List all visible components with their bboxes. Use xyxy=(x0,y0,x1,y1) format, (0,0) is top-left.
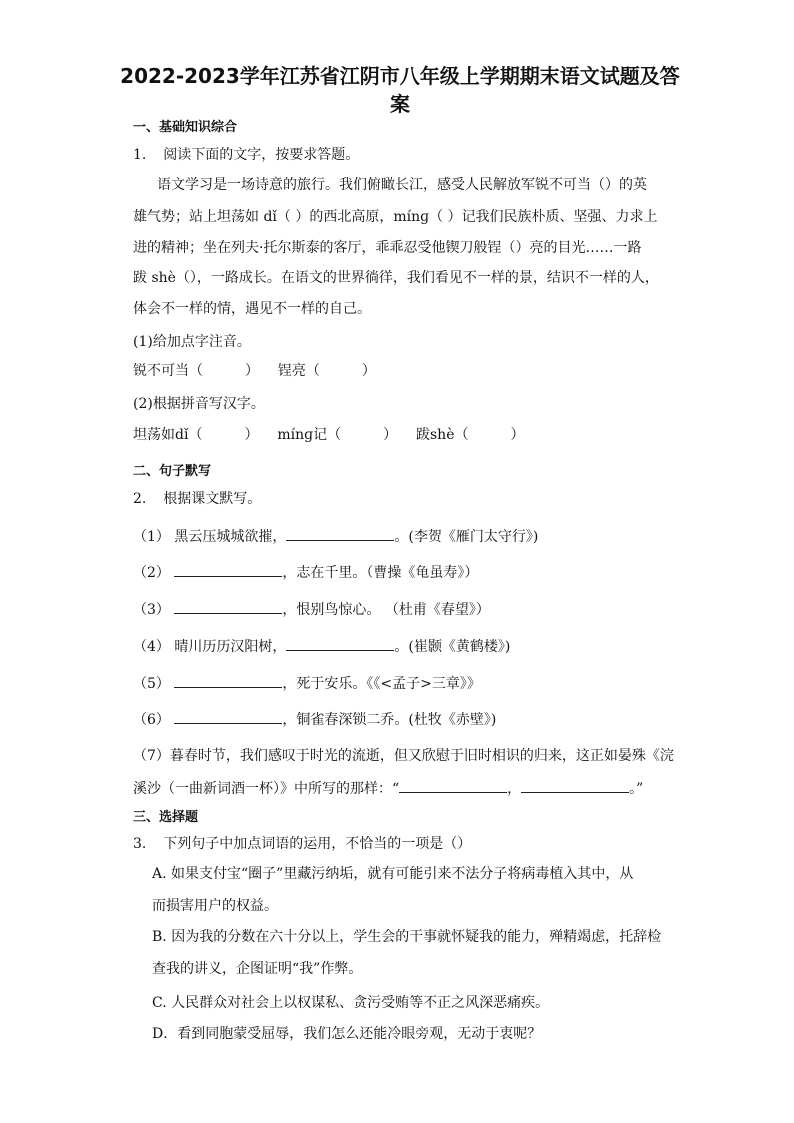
item-pre: 晴川历历汉阳树， xyxy=(174,639,287,655)
section-heading-1: 一、基础知识综合 xyxy=(133,120,238,135)
item-number: （5） xyxy=(133,676,170,692)
answer-slot[interactable]: mínɡ记（ ） xyxy=(277,427,398,443)
subquestion-1-items xyxy=(133,361,376,381)
recitation-item-4 xyxy=(133,636,510,657)
item-post: ，铜雀春深锁二乔。(杜牧《赤壁》) xyxy=(282,712,497,728)
document-title-line1: 2022-2023学年江苏省江阴市八年级上学期期末语文试题及答 xyxy=(120,64,680,88)
recitation-item-5 xyxy=(133,673,481,694)
fill-blank[interactable] xyxy=(174,599,282,614)
item-number: （6） xyxy=(133,712,170,728)
answer-slot[interactable]: 坦荡如dǐ（ ） xyxy=(133,427,259,443)
option-d[interactable]: D．看到同胞蒙受屈辱，我们怎么还能冷眼旁观，无动于衷呢？ xyxy=(152,1026,542,1042)
item-post: ，恨别鸟惊心。 （杜甫《春望》） xyxy=(282,602,490,618)
item-post: ，死于安乐。《《<孟子>三章》》 xyxy=(282,676,481,692)
passage-line-2: 雄气势；站上坦荡如 dǐ（ ）的西北高原，mínɡ（ ）记我们民族朴质、坚强、力求上 xyxy=(133,209,658,225)
recitation-item-7-line2 xyxy=(133,778,643,799)
item-pre: 黑云压城城欲摧， xyxy=(174,529,287,545)
item-number: （3） xyxy=(133,602,170,618)
question-number: 2. xyxy=(133,491,147,507)
option-a-line1[interactable]: A. 如果支付宝“圈子”里藏污纳垢，就有可能引来不法分子将病毒植入其中，从 xyxy=(152,866,634,882)
question-1-stem xyxy=(133,145,359,165)
item-number: （1） xyxy=(133,529,170,545)
option-a-line2: 而损害用户的权益。 xyxy=(152,898,278,914)
fill-blank[interactable] xyxy=(174,709,282,724)
passage-line-5: 体会不一样的情，遇见不一样的自己。 xyxy=(133,301,371,317)
question-number: 1. xyxy=(133,147,147,163)
fill-blank[interactable] xyxy=(521,778,629,793)
item-number: （4） xyxy=(133,639,170,655)
passage-line-3: 进的精神；坐在列夫·托尔斯泰的客厅，乖乖忍受他锲刀般锃（）亮的目光……一路 xyxy=(133,240,642,256)
fill-blank[interactable] xyxy=(286,526,394,541)
option-c[interactable]: C. 人民群众对社会上以权谋私、贪污受贿等不正之风深恶痛疾。 xyxy=(152,995,550,1011)
question-2-stem xyxy=(133,489,261,509)
fill-blank[interactable] xyxy=(286,636,394,651)
recitation-item-7-line1: （7）暮春时节，我们感叹于时光的流逝，但又欣慰于旧时相识的归来，这正如晏殊《浣 xyxy=(133,748,674,764)
recitation-item-1 xyxy=(133,526,538,547)
item-post: ，志在千里。（曹操《龟虽寿》） xyxy=(282,565,479,581)
section-heading-3: 三、选择题 xyxy=(133,810,199,825)
fill-blank[interactable] xyxy=(174,562,282,577)
recitation-item-2 xyxy=(133,562,478,583)
recitation-item-3 xyxy=(133,599,490,620)
subquestion-2-items xyxy=(133,425,525,445)
section-heading-2: 二、句子默写 xyxy=(133,464,212,479)
item-mid: ， xyxy=(507,781,522,797)
question-stem: 根据课文默写。 xyxy=(163,491,262,507)
recitation-item-6 xyxy=(133,709,496,730)
question-3-stem xyxy=(133,834,471,854)
document-title-line2: 案 xyxy=(390,92,410,116)
item-post: 。(李贺《雁门太守行》) xyxy=(394,529,539,545)
item-pre: 溪沙（一曲新词酒一杯）》中所写的那样：“ xyxy=(133,781,400,797)
question-stem: 阅读下面的文字，按要求答题。 xyxy=(163,147,360,163)
option-b-line2: 查我的讲义，企图证明“我”作弊。 xyxy=(152,961,363,977)
question-number: 3. xyxy=(133,836,147,852)
item-number: （2） xyxy=(133,565,170,581)
item-post: 。” xyxy=(629,781,644,797)
answer-slot[interactable]: 跋shè（ ） xyxy=(416,427,525,443)
fill-blank[interactable] xyxy=(399,778,507,793)
question-stem: 下列句子中加点词语的运用，不恰当的一项是（） xyxy=(163,836,472,852)
answer-slot[interactable]: 锐不可当（ ） xyxy=(133,363,259,379)
passage-line-4: 跋 shè（），一路成长。在语文的世界徜徉，我们看见不一样的景，结识不一样的人， xyxy=(133,270,659,286)
item-post: 。(崔颢《黄鹤楼》) xyxy=(394,639,511,655)
subquestion-2-label: (2)根据拼音写汉字。 xyxy=(133,396,265,412)
subquestion-1-label: (1)给加点字注音。 xyxy=(133,334,251,350)
option-b-line1[interactable]: B. 因为我的分数在六十分以上，学生会的干事就怀疑我的能力，殚精竭虑，托辞检 xyxy=(152,929,662,945)
fill-blank[interactable] xyxy=(174,673,282,688)
answer-slot[interactable]: 锃亮（ ） xyxy=(277,363,376,379)
passage-line-1: 语文学习是一场诗意的旅行。我们俯瞰长江，感受人民解放军锐不可当（）的英 xyxy=(157,177,647,193)
